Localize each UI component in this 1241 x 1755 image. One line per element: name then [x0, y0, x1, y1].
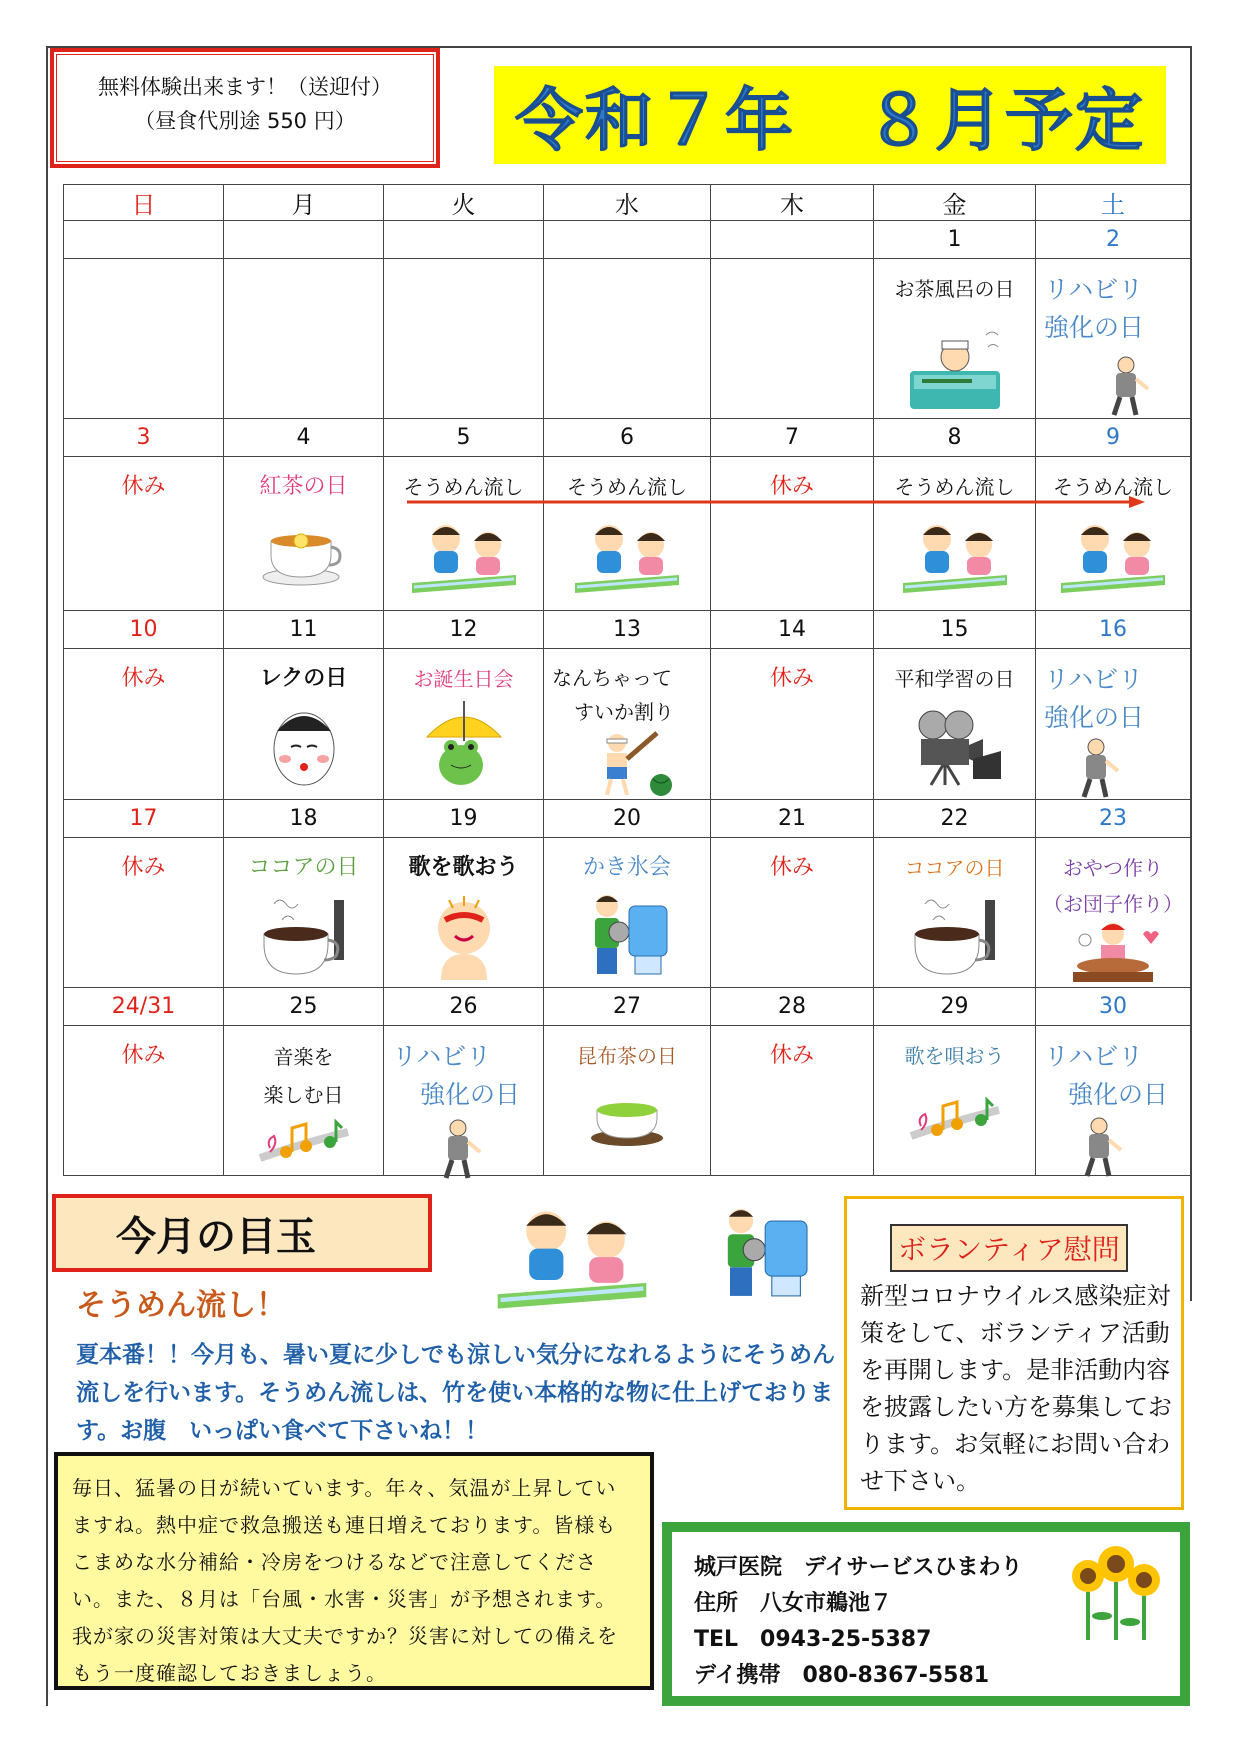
event-line: リハビリ — [1044, 1042, 1144, 1071]
rehab-person-icon — [430, 1118, 490, 1180]
cocoa-cup-icon — [905, 894, 1005, 980]
rehab-person-icon — [1098, 355, 1158, 417]
event-label: 休み — [121, 666, 166, 691]
event-line: すいか割り — [574, 700, 674, 724]
event-label-multiline — [1036, 850, 1190, 922]
date-cell: 18 — [224, 800, 384, 838]
event-line: リハビリ — [1044, 275, 1144, 304]
event-line: なんちゃって — [552, 666, 672, 690]
event-cell — [711, 649, 874, 800]
movie-camera-icon — [907, 707, 1003, 787]
somen-kids-icon — [1057, 519, 1169, 599]
tea-bath-icon — [900, 321, 1010, 413]
date-row — [64, 611, 1191, 649]
event-label-multiline — [384, 1038, 543, 1114]
event-cell — [64, 838, 224, 988]
event-cell — [711, 259, 874, 419]
event-cell — [64, 1026, 224, 1176]
event-label-multiline — [224, 1038, 383, 1114]
weekday-sun: 日 — [64, 185, 224, 221]
event-label-multiline — [1036, 1038, 1190, 1114]
event-cell — [711, 1026, 874, 1176]
event-cell — [544, 259, 711, 419]
page-frame-left — [46, 46, 48, 1706]
event-cell — [1036, 1026, 1191, 1176]
cocoa-cup-icon — [254, 894, 354, 980]
rehab-person-icon — [1068, 737, 1128, 799]
event-cell — [1036, 259, 1191, 419]
date-cell — [64, 221, 224, 259]
event-cell — [384, 457, 544, 611]
frog-umbrella-icon — [421, 701, 507, 791]
event-cell — [1036, 838, 1191, 988]
event-cell — [384, 649, 544, 800]
event-cell — [1036, 457, 1191, 611]
date-row — [64, 419, 1191, 457]
watermelon-split-icon — [577, 731, 677, 797]
highlight-subtitle: そうめん流し！ — [76, 1288, 286, 1323]
contact-box — [662, 1522, 1190, 1706]
event-label: そうめん流し — [403, 475, 524, 499]
date-cell: 9 — [1036, 419, 1191, 457]
event-cell — [64, 457, 224, 611]
date-cell: 28 — [711, 988, 874, 1026]
event-label: 歌を唄おう — [904, 1044, 1005, 1068]
date-cell: 25 — [224, 988, 384, 1026]
weekday-mon: 月 — [224, 185, 384, 221]
event-cell — [224, 457, 384, 611]
date-cell: 23 — [1036, 800, 1191, 838]
lunch-fee-line: （昼食代別途 550 円） — [134, 109, 356, 133]
event-line: 楽しむ日 — [263, 1083, 344, 1107]
event-label: 休み — [769, 855, 814, 880]
date-cell: 6 — [544, 419, 711, 457]
event-label: ココアの日 — [248, 855, 359, 880]
date-cell — [544, 221, 711, 259]
tea-cup-icon — [259, 517, 349, 587]
event-cell — [384, 1026, 544, 1176]
volunteer-title: ボランティア慰問 — [890, 1224, 1128, 1272]
music-notes-icon — [256, 1118, 352, 1166]
date-cell: 27 — [544, 988, 711, 1026]
weekday-thu: 木 — [711, 185, 874, 221]
heat-warning-note: 毎日、猛暑の日が続いています。年々、気温が上昇していますね。熱中症で救急搬送も連日増えております。皆様もこまめな水分補給・冷房をつけるなどで注意してください。また、８月は「台風・水害・災害」が予想されます。我が家の災害対策は大丈夫ですか？災害に対しての備えをもう一度確認しておきましょう。 — [54, 1452, 654, 1690]
event-row — [64, 1026, 1191, 1176]
weekday-sat: 土 — [1036, 185, 1191, 221]
date-row — [64, 221, 1191, 259]
weekday-header-row — [64, 185, 1191, 221]
date-cell: 7 — [711, 419, 874, 457]
event-cell — [874, 1026, 1036, 1176]
somen-kids-icon — [408, 519, 520, 599]
date-cell: 8 — [874, 419, 1036, 457]
rehab-person-icon — [1071, 1116, 1131, 1178]
event-label: 休み — [769, 666, 814, 691]
date-cell: 15 — [874, 611, 1036, 649]
highlight-heading: 今月の目玉 — [52, 1194, 432, 1272]
event-cell — [224, 649, 384, 800]
event-cell — [544, 649, 711, 800]
event-cell — [1036, 649, 1191, 800]
event-label: そうめん流し — [894, 475, 1015, 499]
event-cell — [384, 838, 544, 988]
event-label-multiline — [1036, 661, 1190, 737]
event-label: レクの日 — [259, 666, 348, 691]
free-trial-line: 無料体験出来ます！（送迎付） — [98, 75, 392, 99]
event-cell — [544, 457, 711, 611]
event-cell — [711, 838, 874, 988]
weekday-wed: 水 — [544, 185, 711, 221]
page-title: 令和７年 ８月予定 — [494, 66, 1166, 164]
address: 住所 八女市鵜池７ — [694, 1591, 893, 1616]
event-label: 昆布茶の日 — [577, 1044, 677, 1068]
shaved-ice-illustration — [708, 1198, 818, 1308]
date-cell: 30 — [1036, 988, 1191, 1026]
date-cell — [224, 221, 384, 259]
event-label: 平和学習の日 — [894, 667, 1015, 691]
event-cell — [224, 259, 384, 419]
event-cell — [711, 457, 874, 611]
date-cell: 20 — [544, 800, 711, 838]
date-cell: 17 — [64, 800, 224, 838]
date-cell: 13 — [544, 611, 711, 649]
weekday-tue: 火 — [384, 185, 544, 221]
music-notes-icon — [907, 1096, 1003, 1144]
event-row — [64, 838, 1191, 988]
event-cell — [544, 838, 711, 988]
date-cell: 2 — [1036, 221, 1191, 259]
event-label: 休み — [769, 1043, 814, 1068]
event-line: 強化の日 — [1068, 1080, 1169, 1109]
date-cell: 10 — [64, 611, 224, 649]
date-cell: 22 — [874, 800, 1036, 838]
event-line: おやつ作り — [1063, 856, 1163, 880]
date-cell: 5 — [384, 419, 544, 457]
event-cell — [874, 838, 1036, 988]
somen-period-arrow — [405, 496, 1147, 508]
event-cell — [544, 1026, 711, 1176]
event-cell — [224, 1026, 384, 1176]
event-line: 強化の日 — [420, 1080, 521, 1109]
event-row — [64, 649, 1191, 800]
event-line: 音楽を — [273, 1045, 334, 1069]
date-cell: 4 — [224, 419, 384, 457]
event-cell — [64, 649, 224, 800]
date-cell: 14 — [711, 611, 874, 649]
date-cell — [711, 221, 874, 259]
somen-kids-icon — [571, 519, 683, 599]
volunteer-text: 新型コロナウイルス感染症対策をして、ボランティア活動を再開します。是非活動内容を披露したい方を募集しております。お気軽にお問い合わせ下さい。 — [860, 1282, 1172, 1495]
event-label-multiline — [1036, 271, 1190, 347]
event-label: お茶風呂の日 — [894, 277, 1015, 301]
phone: TEL 0943-25-5387 — [694, 1627, 932, 1652]
date-cell: 16 — [1036, 611, 1191, 649]
event-line: リハビリ — [392, 1042, 492, 1071]
event-row — [64, 457, 1191, 611]
highlight-description: 夏本番！！今月も、暑い夏に少しでも涼しい気分になれるようにそうめん流しを行います。そうめん流しは、竹を使い本格的な物に仕上げております。お腹 いっぱい食べて下さいね！！ — [76, 1342, 835, 1444]
okame-mask-icon — [269, 707, 339, 787]
event-label: 休み — [769, 474, 814, 499]
event-cell — [224, 838, 384, 988]
somen-kids-illustration — [492, 1198, 652, 1322]
event-label: お誕生日会 — [413, 667, 514, 691]
date-cell: 29 — [874, 988, 1036, 1026]
event-row — [64, 259, 1191, 419]
date-cell: 1 — [874, 221, 1036, 259]
facility-name: 城戸医院 デイサービスひまわり — [694, 1555, 1023, 1580]
event-cell — [64, 259, 224, 419]
date-cell: 11 — [224, 611, 384, 649]
event-label: 休み — [121, 855, 166, 880]
weekday-fri: 金 — [874, 185, 1036, 221]
mobile-phone: デイ携帯 080-8367-5581 — [694, 1663, 990, 1688]
event-line: （お団子作り） — [1043, 892, 1183, 916]
date-cell: 24/31 — [64, 988, 224, 1026]
event-label: ココアの日 — [904, 856, 1005, 880]
event-label: 歌を歌おう — [408, 855, 519, 880]
kelp-tea-cup-icon — [587, 1088, 667, 1148]
event-line: 強化の日 — [1044, 313, 1145, 342]
date-cell: 21 — [711, 800, 874, 838]
date-cell: 12 — [384, 611, 544, 649]
event-label: かき氷会 — [582, 855, 671, 880]
sunflower-icon — [1068, 1542, 1164, 1642]
event-cell — [384, 259, 544, 419]
event-label: そうめん流し — [1053, 475, 1173, 499]
shaved-ice-machine-icon — [577, 890, 677, 980]
free-trial-notice — [50, 48, 440, 168]
event-line: 強化の日 — [1044, 703, 1145, 732]
somen-kids-icon — [899, 519, 1011, 599]
event-cell — [874, 649, 1036, 800]
date-cell — [384, 221, 544, 259]
date-cell: 26 — [384, 988, 544, 1026]
event-line: リハビリ — [1044, 665, 1144, 694]
cooking-person-icon — [1063, 920, 1163, 984]
date-cell: 19 — [384, 800, 544, 838]
event-cell — [874, 457, 1036, 611]
event-cell — [874, 259, 1036, 419]
calendar — [63, 184, 1191, 1176]
date-row — [64, 988, 1191, 1026]
event-label-multiline — [544, 661, 710, 729]
event-label: 紅茶の日 — [259, 474, 348, 499]
singing-person-icon — [429, 896, 499, 980]
date-row — [64, 800, 1191, 838]
event-label: そうめん流し — [567, 475, 687, 499]
event-label: 休み — [121, 474, 166, 499]
event-label: 休み — [121, 1043, 166, 1068]
date-cell: 3 — [64, 419, 224, 457]
contact-panel — [672, 1532, 1180, 1696]
